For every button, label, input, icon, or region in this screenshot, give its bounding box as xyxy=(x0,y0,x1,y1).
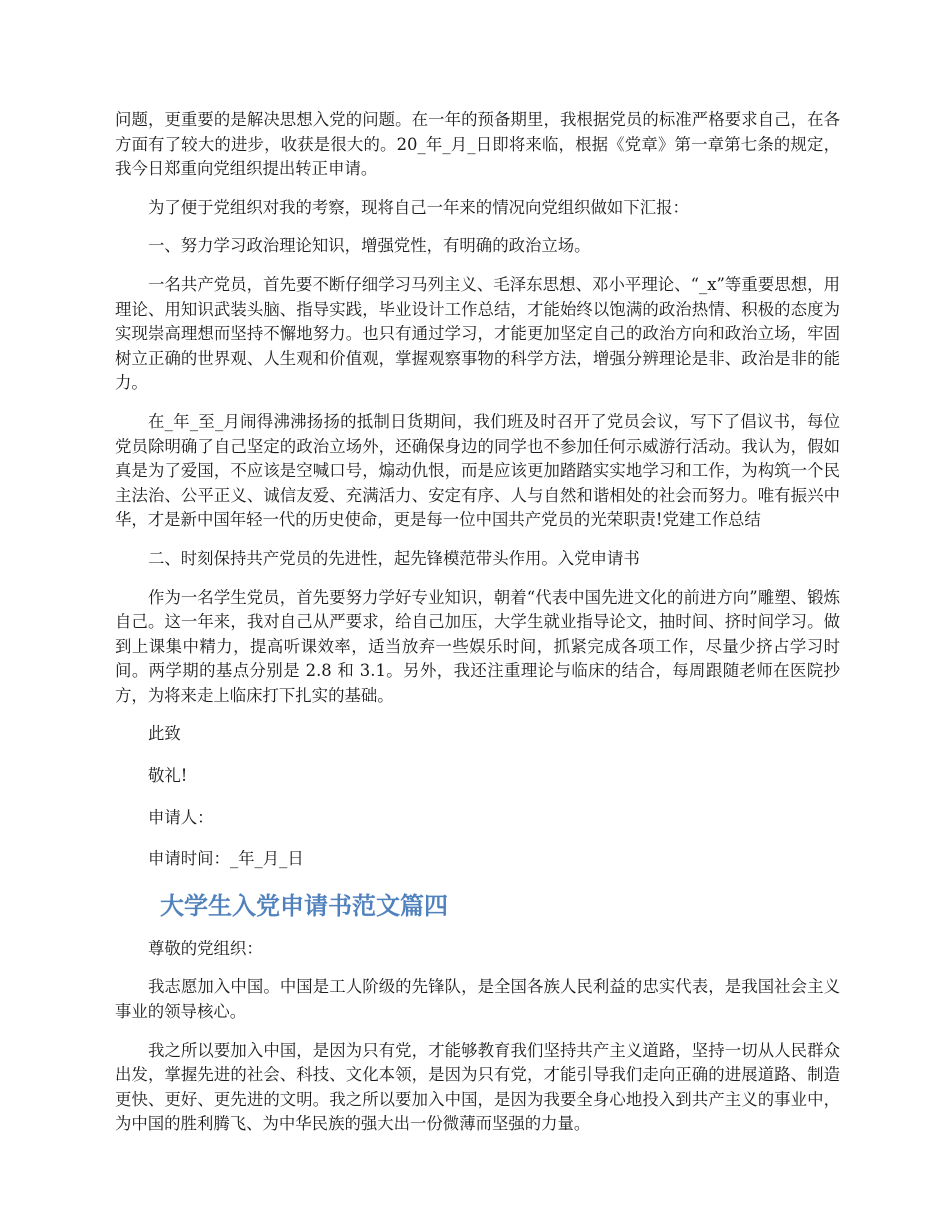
greeting: 尊敬的党组织： xyxy=(148,938,263,958)
body-paragraph: 在_年_至_月闹得沸沸扬扬的抵制日货期间，我们班及时召开了党员会议，写下了倡议书，每位党员除明确了自己坚定的政治立场外，还确保身边的同学也不参加任何示威游行活动。我认为，假如真是为了爱国，不应该是空喊口号，煽动仇恨，而是应该更加踏踏实实地学习和工作，为构筑一个民主法治、公平正义、诚信友爱、充满活力、安定有序、人与自然和谐相处的社会而努力。唯有振兴中华，才是新中国年轻一代的历史使命，更是每一位中国共产党员的光荣职责!党建工作总结 xyxy=(115,411,840,530)
closing-respect: 敬礼! xyxy=(148,766,188,786)
closing-salutation: 此致 xyxy=(148,724,181,744)
section-subheading: 二、时刻保持共产党员的先进性，起先锋模范带头作用。入党申请书 xyxy=(148,548,640,568)
body-paragraph: 我之所以要加入中国，是因为只有党，才能够教育我们坚持共产主义道路，坚持一切从人民群众出发，掌握先进的社会、科技、文化本领，是因为只有党，才能引导我们走向正确的进展道路、制造更快、更好、更先进的文明。我之所以要加入中国，是因为我要全身心地投入到共产主义的事业中，为中国的胜利腾飞、为中华民族的强大出一份微薄而坚强的力量。 xyxy=(115,1040,840,1134)
applicant-label: 申请人： xyxy=(148,807,214,827)
document-page xyxy=(115,108,840,1151)
body-paragraph: 一名共产党员，首先要不断仔细学习马列主义、毛泽东思想、邓小平理论、“_x”等重要思想，用理论、用知识武装头脑、指导实践，毕业设计工作总结，才能始终以饱满的政治热情、积极的态度为实现崇高理想而坚持不懈地努力。也只有通过学习，才能更加坚定自己的政治方向和政治立场，牢固树立正确的世界观、人生观和价值观，掌握观察事物的科学方法，增强分辨理论是非、政治是非的能力。 xyxy=(115,274,840,393)
body-paragraph: 问题，更重要的是解决思想入党的问题。在一年的预备期里，我根据党员的标准严格要求自己，在各方面有了较大的进步，收获是很大的。20_年_月_日即将来临，根据《党章》第一章第七条的规定，我今日郑重向党组织提出转正申请。 xyxy=(115,110,840,179)
section-subheading: 一、努力学习政治理论知识，增强党性，有明确的政治立场。 xyxy=(148,236,591,256)
section-heading: 大学生入党申请书范文篇四 xyxy=(160,891,448,920)
application-date: 申请时间：_年_月_日 xyxy=(148,849,304,869)
body-paragraph: 为了便于党组织对我的考察，现将自己一年来的情况向党组织做如下汇报： xyxy=(148,197,689,217)
body-paragraph: 作为一名学生党员，首先要努力学好专业知识，朝着“代表中国先进文化的前进方向”雕塑、锻炼自己。这一年来，我对自己从严要求，给自己加压，大学生就业指导论文，抽时间、挤时间学习。做到上课集中精力，提高听课效率，适当放弃一些娱乐时间，抓紧完成各项工作，尽量少挤占学习时间。两学期的基点分别是 2.8 和 3.1。另外，我还注重理论与临床的结合，每周跟随老师在医院抄方，为将来走上临床打下扎实的基础。 xyxy=(115,587,840,705)
body-paragraph: 我志愿加入中国。中国是工人阶级的先锋队，是全国各族人民利益的忠实代表，是我国社会主义事业的领导核心。 xyxy=(115,977,840,1022)
